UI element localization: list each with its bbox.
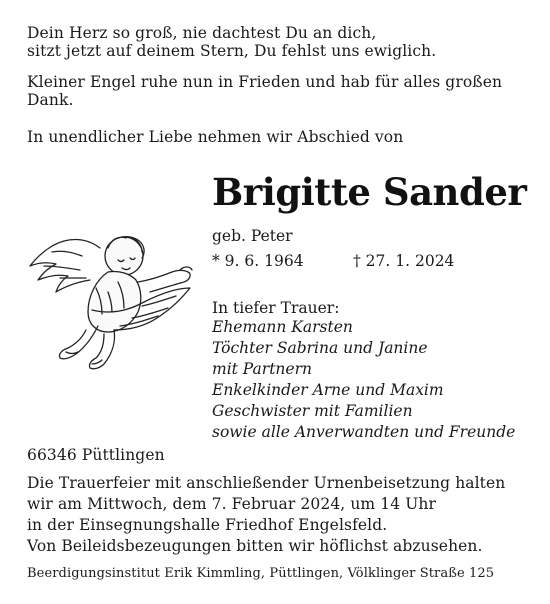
mourner-line: sowie alle Anverwandten und Freunde: [212, 423, 516, 441]
verse-line-4: Dank.: [27, 91, 74, 109]
mourner-line: mit Partnern: [212, 360, 312, 378]
ceremony-line-1: Die Trauerfeier mit anschließender Urnenbeisetzung halten: [27, 474, 506, 492]
mourner-line: Töchter Sabrina und Janine: [212, 339, 428, 357]
ceremony-line-3: in der Einsegnungshalle Friedhof Engelsfeld.: [27, 516, 388, 534]
intro-text: In unendlicher Liebe nehmen wir Abschied von: [27, 128, 404, 146]
deceased-name: Brigitte Sander: [212, 170, 527, 214]
cherub-illustration-icon: [22, 226, 194, 374]
mourner-line: Enkelkinder Arne und Maxim: [212, 381, 444, 399]
maiden-name: geb. Peter: [212, 227, 293, 245]
place-name: 66346 Püttlingen: [27, 446, 165, 464]
mourner-line: Ehemann Karsten: [212, 318, 353, 336]
verse-line-3: Kleiner Engel ruhe nun in Frieden und hab für alles großen: [27, 73, 503, 91]
mourners-heading: In tiefer Trauer:: [212, 299, 340, 317]
verse-line-1: Dein Herz so groß, nie dachtest Du an dich,: [27, 24, 377, 42]
birth-date: * 9. 6. 1964: [212, 252, 304, 270]
mourner-line: Geschwister mit Familien: [212, 402, 413, 420]
undertaker-line: Beerdigungsinstitut Erik Kimmling, Püttlingen, Völklinger Straße 125: [27, 566, 495, 581]
death-date: † 27. 1. 2024: [353, 252, 455, 270]
ceremony-line-2: wir am Mittwoch, dem 7. Februar 2024, um 14 Uhr: [27, 495, 436, 513]
verse-line-2: sitzt jetzt auf deinem Stern, Du fehlst uns ewiglich.: [27, 42, 437, 60]
ceremony-line-4: Von Beileidsbezeugungen bitten wir höflichst abzusehen.: [27, 537, 483, 555]
